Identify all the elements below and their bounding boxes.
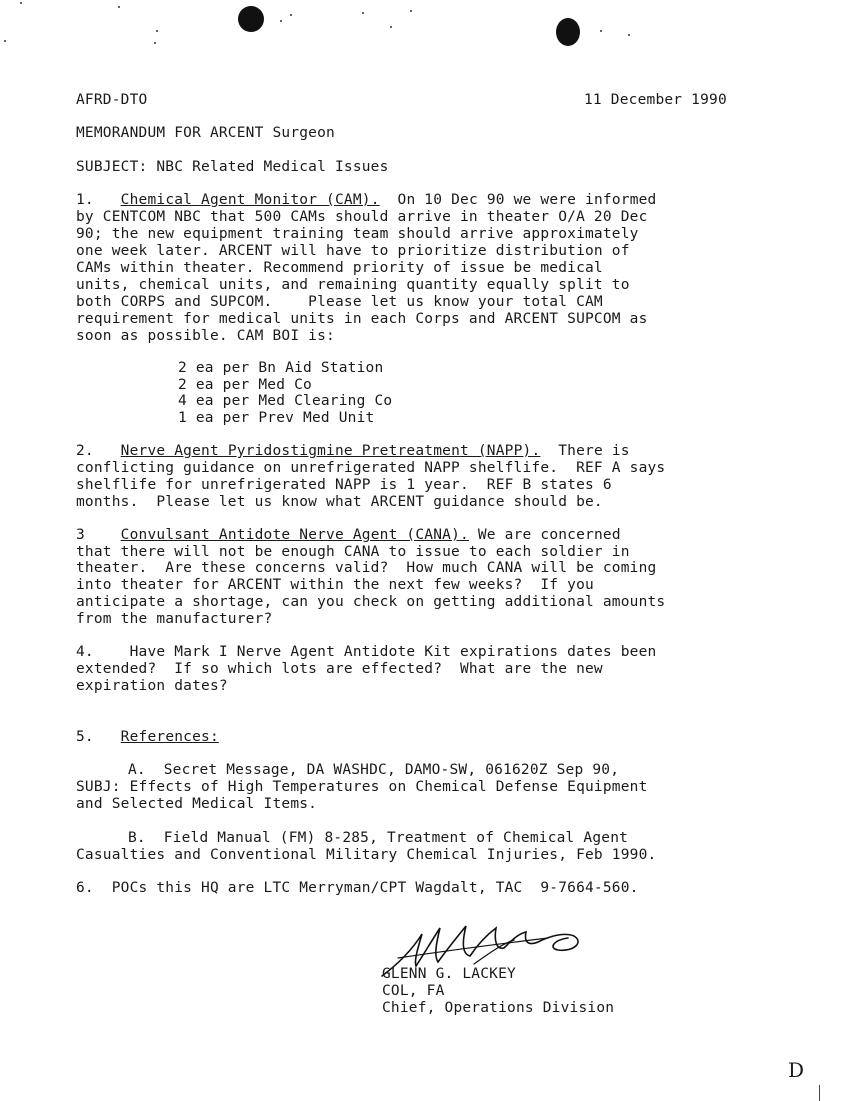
para1-line: 90; the new equipment training team should arrive approximately	[76, 226, 639, 242]
para1-title: Chemical Agent Monitor (CAM).	[120, 192, 380, 208]
signer-rank: COL, FA	[382, 983, 445, 999]
scan-speck	[628, 34, 630, 36]
para1-line: both CORPS and SUPCOM. Please let us know your total CAM	[76, 294, 603, 310]
para1-line: one week later. ARCENT will have to prioritize distribution of	[76, 243, 630, 259]
para5-number: 5.	[76, 729, 94, 745]
scan-speck	[118, 6, 120, 8]
scan-speck	[600, 30, 602, 32]
memo-date: 11 December 1990	[584, 92, 727, 108]
para3-number: 3	[76, 527, 85, 543]
boi-item: 2 ea per Med Co	[178, 377, 312, 393]
para4-number: 4.	[76, 644, 94, 660]
scan-speck	[290, 14, 292, 16]
para1-line: by CENTCOM NBC that 500 CAMs should arrive in theater O/A 20 Dec	[76, 209, 648, 225]
para3-line: into theater for ARCENT within the next few weeks? If you	[76, 577, 594, 593]
ref-a-line: A. Secret Message, DA WASHDC, DAMO-SW, 061620Z Sep 90,	[128, 762, 620, 778]
para2-line: conflicting guidance on unrefrigerated NAPP shelflife. REF A says	[76, 460, 666, 476]
ref-a-line: and Selected Medical Items.	[76, 796, 318, 812]
para3-line: anticipate a shortage, can you check on getting additional amounts	[76, 594, 666, 610]
scan-speck	[156, 30, 158, 32]
ref-b-line: Casualties and Conventional Military Chemical Injuries, Feb 1990.	[76, 847, 657, 863]
para4-line: extended? If so which lots are effected? What are the new	[76, 661, 603, 677]
scan-speck	[362, 12, 364, 14]
para5-title: References:	[120, 729, 219, 745]
boi-item: 2 ea per Bn Aid Station	[178, 360, 384, 376]
para3-line: theater. Are these concerns valid? How much CANA will be coming	[76, 560, 657, 576]
ref-a-line: SUBJ: Effects of High Temperatures on Chemical Defense Equipment	[76, 779, 648, 795]
scan-blot-right	[556, 18, 580, 46]
scan-speck	[20, 2, 22, 4]
scan-speck	[154, 42, 156, 44]
para1-line: soon as possible. CAM BOI is:	[76, 328, 335, 344]
para5-first-line	[76, 729, 219, 746]
scan-blot-left	[238, 6, 264, 32]
signer-name: GLENN G. LACKEY	[382, 966, 516, 982]
para1-first-line	[76, 192, 656, 209]
para1-line: On 10 Dec 90 we were informed	[397, 192, 657, 208]
para3-line: from the manufacturer?	[76, 611, 273, 627]
para3-line: that there will not be enough CANA to issue to each soldier in	[76, 544, 630, 560]
para3-first-line	[76, 527, 621, 544]
page-edge-mark	[819, 1085, 850, 1101]
scan-speck	[390, 26, 392, 28]
para1-line: CAMs within theater. Recommend priority of issue be medical	[76, 260, 603, 276]
para2-line: shelflife for unrefrigerated NAPP is 1 year. REF B states 6	[76, 477, 612, 493]
boi-item: 1 ea per Prev Med Unit	[178, 410, 375, 426]
para3-first-tail: We are concerned	[477, 527, 621, 543]
office-symbol: AFRD-DTO	[76, 92, 148, 108]
para2-first-tail: There is	[558, 443, 630, 459]
memo-for: MEMORANDUM FOR ARCENT Surgeon	[76, 125, 335, 141]
corner-handwritten-mark: D	[788, 1058, 805, 1082]
memo-subject: SUBJECT: NBC Related Medical Issues	[76, 159, 389, 175]
para2-title: Nerve Agent Pyridostigmine Pretreatment (NAPP).	[120, 443, 541, 459]
signer-title: Chief, Operations Division	[382, 1000, 615, 1016]
para1-line: requirement for medical units in each Corps and ARCENT SUPCOM as	[76, 311, 648, 327]
para4-line: Have Mark I Nerve Agent Antidote Kit expirations dates been	[129, 644, 657, 660]
para1-number: 1.	[76, 192, 94, 208]
scan-speck	[410, 10, 412, 12]
para2-line: months. Please let us know what ARCENT guidance should be.	[76, 494, 603, 510]
para4-line: expiration dates?	[76, 678, 228, 694]
boi-item: 4 ea per Med Clearing Co	[178, 393, 393, 409]
scan-speck	[280, 20, 282, 22]
para4-first-line	[76, 644, 656, 661]
ref-b-line: B. Field Manual (FM) 8-285, Treatment of Chemical Agent	[128, 830, 629, 846]
scan-speck	[4, 40, 6, 42]
para2-first-line	[76, 443, 630, 460]
para6: 6. POCs this HQ are LTC Merryman/CPT Wagdalt, TAC 9-7664-560.	[76, 880, 639, 896]
para2-number: 2.	[76, 443, 94, 459]
para3-title: Convulsant Antidote Nerve Agent (CANA).	[120, 527, 469, 543]
para1-line: units, chemical units, and remaining quantity equally split to	[76, 277, 630, 293]
